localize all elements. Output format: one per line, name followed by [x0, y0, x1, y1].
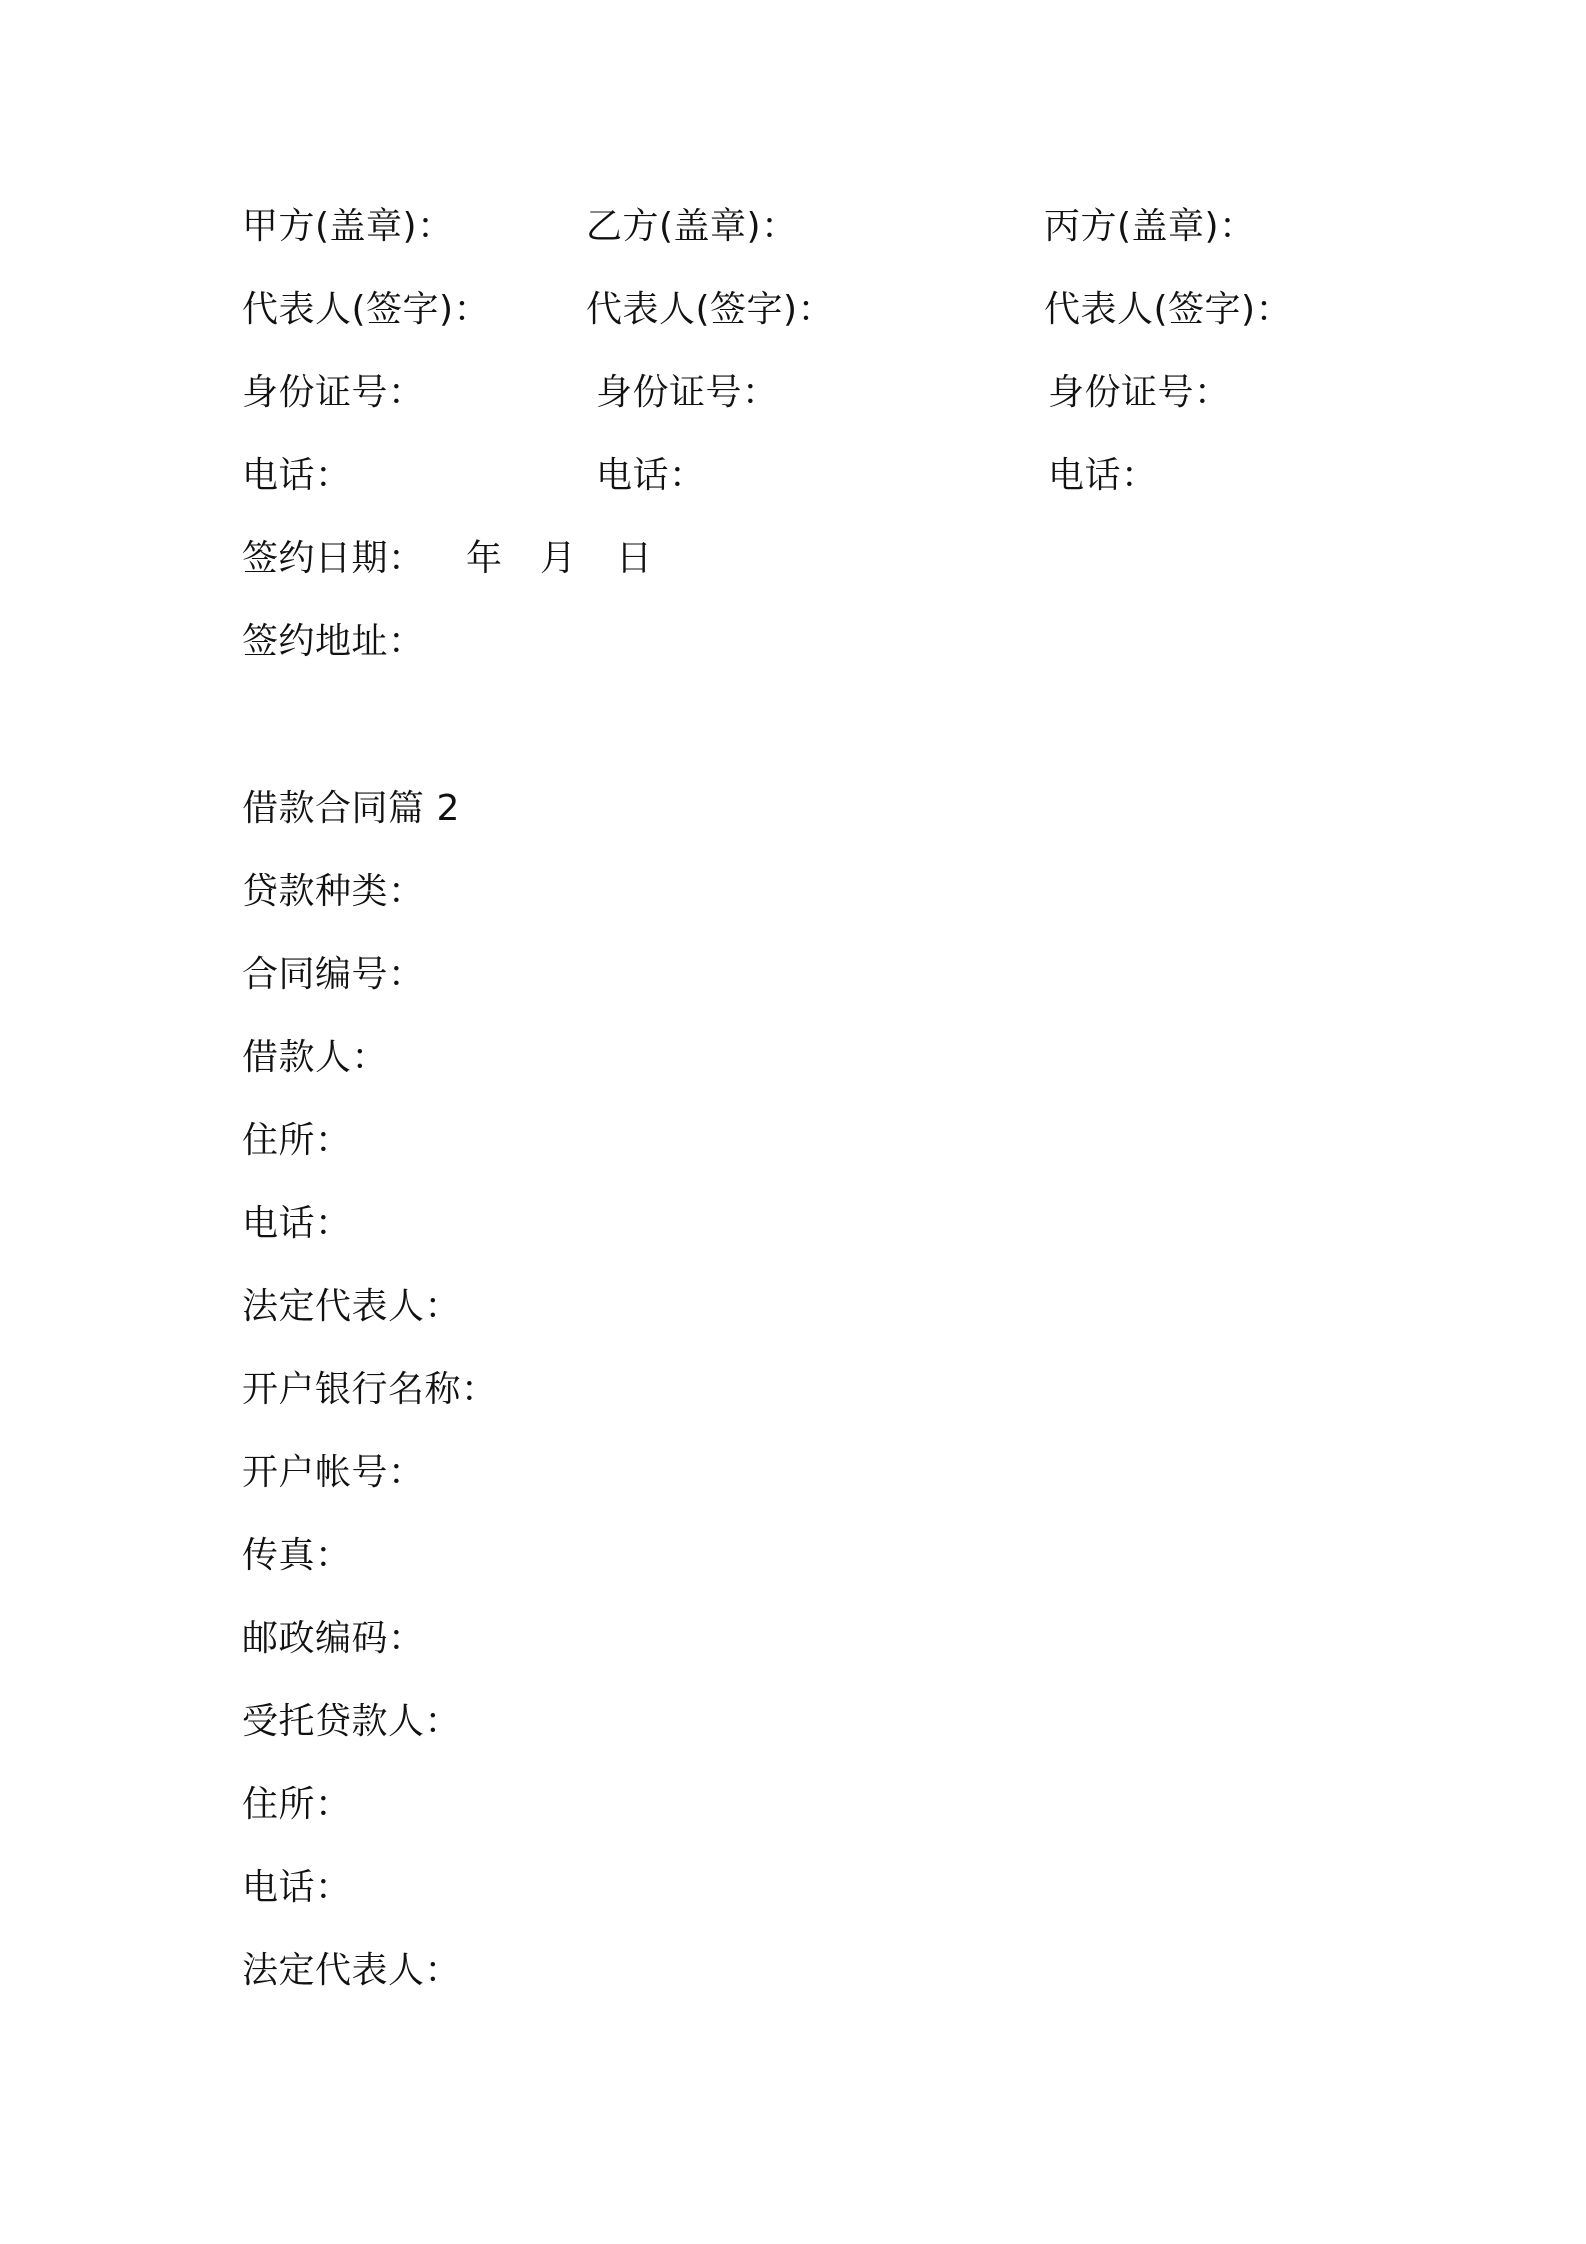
party-a-phone-label: 电话： — [242, 455, 352, 496]
party-a-id-label: 身份证号： — [242, 372, 425, 413]
signing-date-month: 月 — [540, 538, 577, 579]
lender-address-label: 住所： — [242, 1784, 352, 1825]
lender-phone-label: 电话： — [242, 1867, 352, 1908]
signing-address-label: 签约地址： — [242, 621, 425, 662]
borrower-legal-rep-label: 法定代表人： — [242, 1286, 462, 1327]
party-a-seal-label: 甲方(盖章)： — [242, 206, 454, 247]
party-b-phone-label: 电话： — [596, 455, 706, 496]
signing-date-label: 签约日期： — [242, 538, 425, 579]
party-b-representative-label: 代表人(签字)： — [586, 289, 835, 330]
borrower-phone-label: 电话： — [242, 1203, 352, 1244]
loan-type-label: 贷款种类： — [242, 871, 425, 912]
bank-name-label: 开户银行名称： — [242, 1369, 498, 1410]
fax-label: 传真： — [242, 1535, 352, 1576]
party-a-representative-label: 代表人(签字)： — [242, 289, 491, 330]
contract-number-label: 合同编号： — [242, 954, 425, 995]
borrower-address-label: 住所： — [242, 1120, 352, 1161]
lender-legal-rep-label: 法定代表人： — [242, 1950, 462, 1991]
postal-code-label: 邮政编码： — [242, 1618, 425, 1659]
party-b-id-label: 身份证号： — [596, 372, 779, 413]
party-c-representative-label: 代表人(签字)： — [1044, 289, 1293, 330]
borrower-label: 借款人： — [242, 1037, 389, 1078]
bank-account-label: 开户帐号： — [242, 1452, 425, 1493]
entrusted-lender-label: 受托贷款人： — [242, 1701, 462, 1742]
signing-date-year: 年 — [466, 538, 503, 579]
signing-date-day: 日 — [616, 538, 653, 579]
party-b-seal-label: 乙方(盖章)： — [586, 206, 798, 247]
party-c-id-label: 身份证号： — [1048, 372, 1231, 413]
party-c-seal-label: 丙方(盖章)： — [1044, 206, 1256, 247]
contract-2-title: 借款合同篇 2 — [242, 788, 460, 829]
party-c-phone-label: 电话： — [1048, 455, 1158, 496]
